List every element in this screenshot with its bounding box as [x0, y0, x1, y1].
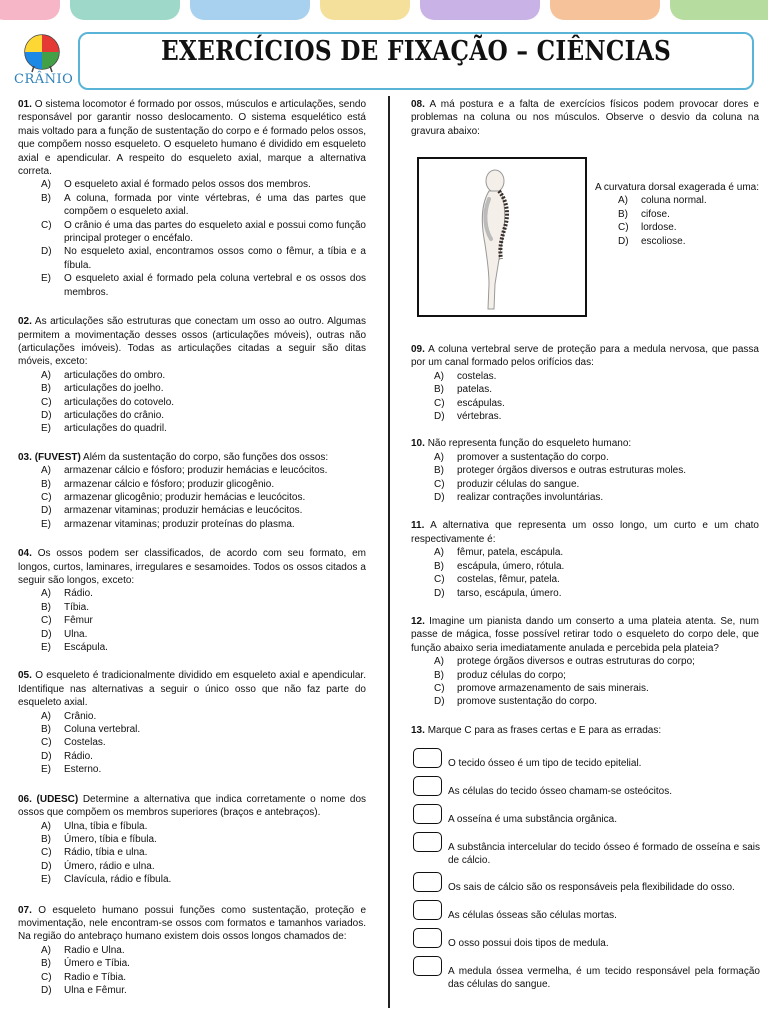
- answer-box[interactable]: [413, 776, 442, 796]
- question-text: Não representa função do esqueleto humano:: [427, 438, 632, 450]
- option-letter: B): [434, 669, 444, 681]
- page-title: EXERCÍCIOS DE FIXAÇÃO – CIÊNCIAS: [160, 36, 672, 67]
- answer-box[interactable]: [413, 928, 442, 948]
- option-text: Rádio, tíbia e ulna.: [64, 847, 148, 859]
- question-block: [18, 547, 366, 654]
- answer-option[interactable]: [434, 655, 759, 668]
- option-text: Úmero, tíbia e fíbula.: [64, 833, 157, 845]
- option-letter: A): [41, 710, 51, 722]
- answer-option[interactable]: [41, 614, 366, 627]
- posture-figure: [417, 157, 587, 317]
- true-false-item: [413, 752, 760, 770]
- decor-pill: [320, 0, 410, 20]
- option-letter: B): [434, 560, 444, 572]
- answer-option[interactable]: [41, 422, 366, 435]
- option-list: [18, 178, 366, 299]
- question-block: [411, 437, 759, 504]
- option-list: [411, 451, 759, 505]
- option-list: [18, 710, 366, 777]
- option-letter: A): [618, 195, 628, 207]
- spine-figure-icon: [419, 159, 585, 315]
- answer-option[interactable]: [434, 573, 759, 586]
- decor-pill: [190, 0, 310, 20]
- question-04: [18, 547, 366, 587]
- answer-option[interactable]: [434, 410, 759, 423]
- option-text: promove sustentação do corpo.: [457, 696, 598, 708]
- true-false-item: [413, 836, 760, 868]
- question-number: 10.: [411, 438, 425, 450]
- option-list: [18, 369, 366, 436]
- option-letter: B): [41, 724, 51, 736]
- answer-option[interactable]: [41, 736, 366, 749]
- answer-option[interactable]: [434, 397, 759, 410]
- question-block: [18, 98, 366, 299]
- option-text: Rádio.: [64, 588, 93, 600]
- option-letter: E): [41, 764, 51, 776]
- option-letter: D): [41, 246, 52, 258]
- option-text: Costelas.: [64, 737, 106, 749]
- option-list: [411, 655, 759, 709]
- option-letter: C): [41, 971, 52, 983]
- option-letter: A): [41, 179, 51, 191]
- option-letter: C): [434, 478, 445, 490]
- option-letter: C): [41, 219, 52, 231]
- option-text: Esterno.: [64, 764, 102, 776]
- option-text: fêmur, patela, escápula.: [457, 547, 564, 559]
- option-text: Úmero e Tíbia.: [64, 958, 130, 970]
- option-letter: C): [41, 847, 52, 859]
- statement-text: As células ósseas são células mortas.: [448, 910, 617, 921]
- option-letter: E): [41, 642, 51, 654]
- answer-option[interactable]: [41, 873, 366, 886]
- answer-option[interactable]: [434, 560, 759, 573]
- option-list: [18, 464, 366, 531]
- question-number: 11.: [411, 520, 425, 532]
- answer-option[interactable]: [41, 396, 366, 409]
- answer-option[interactable]: [41, 984, 366, 997]
- option-list: [595, 194, 760, 248]
- answer-option[interactable]: [41, 971, 366, 984]
- option-text: O esqueleto axial é formado pela coluna vertebral e os ossos dos membros.: [64, 273, 366, 298]
- answer-option[interactable]: [434, 383, 759, 396]
- option-letter: A): [434, 370, 444, 382]
- option-letter: D): [434, 492, 445, 504]
- figure-question: [595, 181, 760, 248]
- option-text: costelas.: [457, 370, 497, 382]
- question-block: [18, 669, 366, 776]
- decor-pill: [670, 0, 768, 20]
- option-letter: D): [434, 696, 445, 708]
- option-letter: B): [41, 478, 51, 490]
- option-letter: B): [618, 208, 628, 220]
- question-text: Além da sustentação do corpo, são funções dos ossos:: [83, 451, 329, 463]
- question-number: 08.: [411, 99, 425, 110]
- option-letter: B): [434, 384, 444, 396]
- question-number: 12.: [411, 615, 425, 627]
- answer-option[interactable]: [434, 464, 759, 477]
- option-text: articulações do cotovelo.: [64, 396, 175, 408]
- answer-option[interactable]: [41, 820, 366, 833]
- statement-text: A osseína é uma substância orgânica.: [448, 814, 617, 825]
- question-text: O esqueleto é tradicionalmente dividido em esqueleto axial e apendicular. Identifique nas alternativas a seguir o único osso que não faz parte do esqueleto axial.: [18, 670, 366, 709]
- option-text: No esqueleto axial, encontramos ossos como o fêmur, a tíbia e a fíbula.: [64, 246, 366, 271]
- option-text: escoliose.: [641, 235, 686, 247]
- statement-text: As células do tecido ósseo chamam-se osteócitos.: [448, 786, 672, 797]
- option-text: Escápula.: [64, 642, 108, 654]
- option-letter: B): [434, 465, 444, 477]
- question-number: 03.: [18, 451, 32, 463]
- option-letter: E): [41, 273, 51, 285]
- option-text: articulações do joelho.: [64, 383, 164, 395]
- answer-option[interactable]: [41, 957, 366, 970]
- question-number: 01.: [18, 99, 32, 110]
- answer-option[interactable]: [41, 409, 366, 422]
- option-text: protege órgãos diversos e outras estruturas do corpo;: [457, 656, 695, 668]
- question-13: [411, 724, 759, 737]
- question-03: [18, 451, 366, 464]
- option-letter: A): [41, 820, 51, 832]
- statement-text: Os sais de cálcio são os responsáveis pela flexibilidade do osso.: [448, 882, 735, 893]
- question-number: 13.: [411, 724, 425, 736]
- question-number: 07.: [18, 904, 32, 916]
- option-letter: A): [41, 369, 51, 381]
- top-decoration: [0, 0, 768, 22]
- option-text: A coluna, formada por vinte vértebras, é uma das partes que compõem o esqueleto axial.: [64, 192, 366, 218]
- question-number: 02.: [18, 316, 32, 328]
- option-letter: C): [41, 396, 52, 408]
- option-letter: C): [434, 574, 445, 586]
- answer-option[interactable]: [434, 695, 759, 708]
- question-source: (FUVEST): [34, 451, 81, 463]
- answer-option[interactable]: [41, 272, 366, 299]
- answer-option[interactable]: [41, 641, 366, 654]
- option-letter: E): [41, 423, 51, 435]
- true-false-item: [413, 876, 760, 894]
- option-letter: B): [41, 833, 51, 845]
- true-false-item: [413, 780, 760, 798]
- answer-box[interactable]: [413, 872, 442, 892]
- decor-pill: [550, 0, 660, 20]
- answer-option[interactable]: [618, 235, 760, 248]
- question-10: [411, 437, 759, 450]
- option-letter: D): [41, 505, 52, 517]
- question-text: A alternativa que representa um osso longo, um curto e um chato respectivamente é:: [411, 520, 759, 545]
- option-letter: A): [434, 656, 444, 668]
- option-text: patelas.: [457, 384, 493, 396]
- option-text: articulações do ombro.: [64, 369, 166, 381]
- answer-option[interactable]: [434, 682, 759, 695]
- option-text: Fêmur: [64, 615, 93, 627]
- option-text: articulações do crânio.: [64, 409, 165, 421]
- answer-option[interactable]: [434, 587, 759, 600]
- right-column-lower: [411, 343, 759, 737]
- answer-option[interactable]: [41, 518, 366, 531]
- option-text: produz células do corpo;: [457, 669, 566, 681]
- option-text: promove armazenamento de sais minerais.: [457, 682, 649, 694]
- question-07: [18, 904, 366, 944]
- question-number: 04.: [18, 548, 32, 560]
- option-text: Clavícula, rádio e fíbula.: [64, 874, 172, 886]
- true-false-item: [413, 960, 760, 992]
- question-text: O esqueleto humano possui funções como sustentação, proteção e movimentação, nele encontram-se ossos com formatos e tamanhos variados. Na região do antebraço humano existem dois ossos longos chamados de:: [18, 904, 367, 943]
- option-text: Crânio.: [64, 710, 97, 722]
- question-01: [18, 98, 366, 178]
- answer-option[interactable]: [41, 601, 366, 614]
- answer-option[interactable]: [41, 382, 366, 395]
- answer-option[interactable]: [41, 944, 366, 957]
- option-letter: A): [434, 451, 444, 463]
- answer-option[interactable]: [41, 478, 366, 491]
- option-letter: D): [434, 587, 445, 599]
- question-11: [411, 519, 759, 546]
- decor-pill: [70, 0, 180, 20]
- question-text: A má postura e a falta de exercícios físicos podem provocar dores e problemas na coluna ou nos músculos. Observe o desvio da coluna na gravura abaixo:: [411, 99, 760, 137]
- question-number: 05.: [18, 670, 32, 682]
- option-text: escápulas.: [457, 397, 505, 409]
- question-text: Determine a alternativa que indica corretamente o nome dos ossos que compõem os membros superiores (braços e antebraços).: [18, 793, 367, 819]
- option-text: Rádio.: [64, 750, 93, 762]
- option-text: cifose.: [641, 208, 670, 220]
- answer-box[interactable]: [413, 900, 442, 920]
- option-letter: A): [41, 944, 51, 956]
- option-letter: C): [41, 615, 52, 627]
- option-text: Tíbia.: [64, 601, 90, 613]
- option-list: [18, 820, 366, 887]
- answer-option[interactable]: [618, 194, 760, 207]
- option-text: armazenar cálcio e fósforo; produzir glicogênio.: [64, 478, 275, 490]
- question-09: [411, 343, 759, 370]
- option-letter: E): [41, 874, 51, 886]
- decor-pill: [420, 0, 540, 20]
- statement-text: O tecido ósseo é um tipo de tecido epitelial.: [448, 758, 642, 769]
- option-letter: B): [41, 601, 51, 613]
- option-letter: D): [41, 628, 52, 640]
- question-08: [411, 98, 759, 138]
- answer-option[interactable]: [434, 370, 759, 383]
- answer-option[interactable]: [41, 504, 366, 517]
- answer-option[interactable]: [434, 478, 759, 491]
- statement-text: A substância intercelular do tecido ósseo é formado de osseína e sais de cálcio.: [448, 842, 760, 867]
- question-text: Imagine um pianista dando um conserto a uma plateia atenta. Se, num passe de mágica, fosse possível retirar todo o esqueleto do corpo dele, que função abaixo seria imediatamente anulada e percebida pela plateia?: [411, 615, 760, 654]
- option-letter: C): [434, 682, 445, 694]
- answer-option[interactable]: [41, 178, 366, 191]
- question-block: [18, 451, 366, 531]
- option-letter: D): [41, 860, 52, 872]
- question-block: [411, 724, 759, 737]
- answer-option[interactable]: [434, 491, 759, 504]
- answer-box[interactable]: [413, 804, 442, 824]
- answer-option[interactable]: [41, 710, 366, 723]
- question-text: O sistema locomotor é formado por ossos, músculos e articulações, sendo responsável por garantir nosso deslocamento. O sistema esquelético está mais voltado para a função de sustentação do corpo e é formado pelos ossos, que compõem nosso esqueleto. O esqueleto humano é dividido em esqueleto axial e apendicular. A respeito do esqueleto axial, marque a alternativa correta.: [18, 99, 367, 178]
- question-source: (UDESC): [36, 793, 79, 805]
- answer-box[interactable]: [413, 748, 442, 768]
- option-text: Ulna, tíbia e fíbula.: [64, 820, 148, 832]
- answer-option[interactable]: [41, 464, 366, 477]
- answer-option[interactable]: [41, 219, 366, 246]
- answer-option[interactable]: [41, 723, 366, 736]
- option-text: proteger órgãos diversos e outras estruturas moles.: [457, 465, 686, 477]
- option-list: [18, 944, 366, 998]
- option-text: O esqueleto axial é formado pelos ossos dos membros.: [64, 179, 311, 191]
- answer-option[interactable]: [434, 669, 759, 682]
- option-text: Ulna e Fêmur.: [64, 984, 127, 996]
- answer-box[interactable]: [413, 956, 442, 976]
- option-letter: D): [41, 409, 52, 421]
- option-text: Úmero, rádio e ulna.: [64, 860, 155, 872]
- answer-box[interactable]: [413, 832, 442, 852]
- option-text: armazenar glicogênio; produzir hemácias e leucócitos.: [64, 491, 306, 503]
- option-text: realizar contrações involuntárias.: [457, 492, 604, 504]
- option-text: promover a sustentação do corpo.: [457, 451, 609, 463]
- answer-option[interactable]: [618, 221, 760, 234]
- question-block: [411, 343, 759, 423]
- option-text: Ulna.: [64, 628, 88, 640]
- answer-option[interactable]: [41, 192, 366, 219]
- true-false-item: [413, 932, 760, 950]
- option-text: vértebras.: [457, 411, 502, 423]
- column-divider: [388, 96, 390, 1008]
- answer-option[interactable]: [41, 628, 366, 641]
- question-02: [18, 315, 366, 369]
- answer-option[interactable]: [41, 860, 366, 873]
- option-letter: A): [434, 547, 444, 559]
- option-text: lordose.: [641, 222, 677, 234]
- answer-option[interactable]: [434, 451, 759, 464]
- option-letter: A): [41, 588, 51, 600]
- question-05: [18, 669, 366, 709]
- option-letter: D): [41, 750, 52, 762]
- answer-option[interactable]: [41, 491, 366, 504]
- question-12: [411, 615, 759, 655]
- question-text: As articulações são estruturas que conectam um osso ao outro. Algumas permitem a movimentação desses ossos (articulações móveis), outras não (articulações imóveis). Todas as articulações citadas a seguir são ditas móveis, exceto:: [18, 316, 366, 368]
- option-text: articulações do quadril.: [64, 423, 167, 435]
- option-list: [411, 546, 759, 600]
- option-letter: C): [618, 222, 629, 234]
- option-text: coluna normal.: [641, 195, 707, 207]
- option-letter: B): [41, 192, 51, 204]
- option-text: produzir células do sangue.: [457, 478, 580, 490]
- question-number: 09.: [411, 344, 425, 355]
- option-letter: C): [434, 397, 445, 409]
- option-list: [18, 587, 366, 654]
- statement-text: A medula óssea vermelha, é um tecido responsável pela formação das células do sangue.: [448, 966, 760, 991]
- option-text: costelas, fêmur, patela.: [457, 574, 560, 586]
- question-text: A coluna vertebral serve de proteção para a medula nervosa, que passa por um canal formado pelos orifícios das:: [411, 344, 759, 369]
- option-letter: C): [41, 491, 52, 503]
- answer-option[interactable]: [41, 846, 366, 859]
- option-text: armazenar vitaminas; produzir proteínas do plasma.: [64, 518, 295, 530]
- true-false-item: [413, 808, 760, 826]
- option-letter: C): [41, 737, 52, 749]
- true-false-item: [413, 904, 760, 922]
- option-text: armazenar cálcio e fósforo; produzir hemácias e leucócitos.: [64, 465, 328, 477]
- question-block: [411, 615, 759, 709]
- question-06: [18, 793, 366, 820]
- question-block: [18, 315, 366, 436]
- option-letter: D): [434, 411, 445, 423]
- option-text: Coluna vertebral.: [64, 724, 141, 736]
- option-letter: D): [41, 984, 52, 996]
- option-text: Radio e Tíbia.: [64, 971, 127, 983]
- answer-option[interactable]: [41, 245, 366, 272]
- option-text: Radio e Ulna.: [64, 944, 125, 956]
- option-letter: B): [41, 958, 51, 970]
- right-column: [411, 98, 759, 138]
- answer-option[interactable]: [41, 587, 366, 600]
- option-text: armazenar vitaminas; produzir hemácias e leucócitos.: [64, 505, 303, 517]
- question-text: Marque C para as frases certas e E para as erradas:: [427, 724, 662, 736]
- option-letter: B): [41, 383, 51, 395]
- question-block: [411, 519, 759, 599]
- answer-option[interactable]: [434, 546, 759, 559]
- answer-option[interactable]: [41, 369, 366, 382]
- left-column: [18, 98, 366, 997]
- answer-option[interactable]: [41, 750, 366, 763]
- option-text: O crânio é uma das partes do esqueleto axial e possui como função principal proteger o encéfalo.: [64, 219, 366, 245]
- question-text: Os ossos podem ser classificados, de acordo com seu formato, em longos, curtos, laminares, irregulares e sesamoides. Todos os ossos citados a seguir são longos, exceto:: [18, 548, 367, 586]
- logo-text: CRÂNIO: [14, 72, 74, 87]
- option-text: tarso, escápula, úmero.: [457, 587, 562, 599]
- answer-option[interactable]: [41, 763, 366, 776]
- decor-pill: [0, 0, 60, 20]
- figure-question-text: A curvatura dorsal exagerada é uma:: [595, 182, 759, 193]
- question-block: [18, 793, 366, 887]
- option-letter: E): [41, 518, 51, 530]
- option-letter: A): [41, 465, 51, 477]
- answer-option[interactable]: [618, 208, 760, 221]
- question-block: [18, 904, 366, 998]
- option-letter: D): [618, 235, 629, 247]
- statement-text: O osso possui dois tipos de medula.: [448, 938, 609, 949]
- answer-option[interactable]: [41, 833, 366, 846]
- question-number: 06.: [18, 793, 32, 805]
- option-text: escápula, úmero, rótula.: [457, 560, 565, 572]
- option-list: [411, 370, 759, 424]
